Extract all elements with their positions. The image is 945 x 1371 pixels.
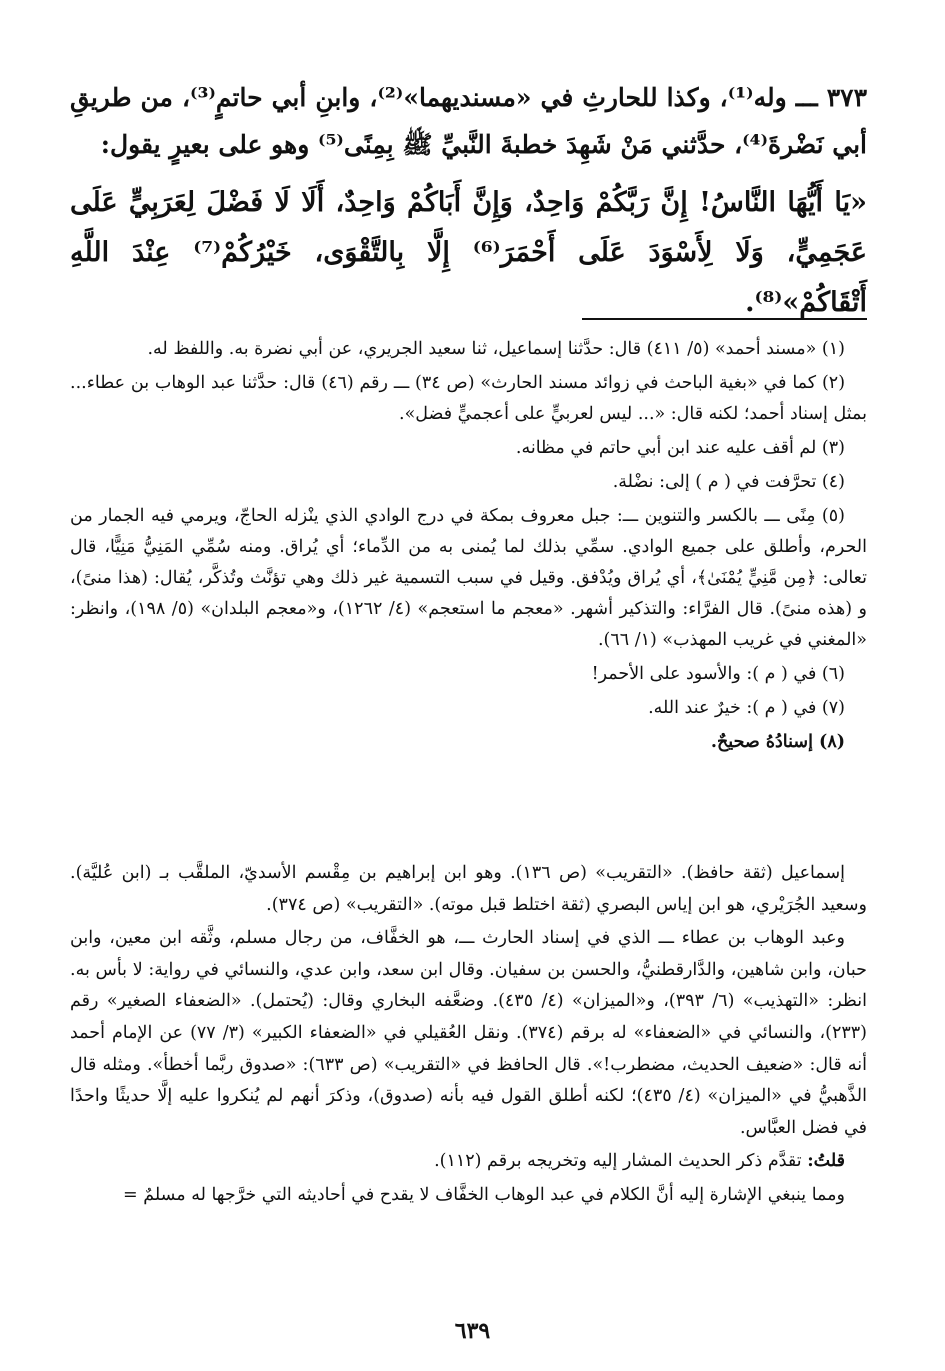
hadith-entry-intro: ٣٧٣ ـــ وله⁽¹⁾، وكذا للحارثِ في «مسنديهما»⁽²⁾، وابنِ أبي حاتمٍ⁽³⁾، من طريقِ أبي نَضْرةَ⁽⁴⁾، حدَّثني مَنْ شَهِدَ خطبةَ النَّبيِّ ﷺ بِمِنًى⁽⁵⁾ وهو على بعيرٍ يقول:: [70, 83, 868, 159]
footnote-6: (٦) في ( م ): والأسود على الأحمر!: [591, 664, 845, 684]
commentary-paragraph-4: ومما ينبغي الإشارة إليه أنَّ الكلام في عبد الوهاب الخفَّاف لا يقدح في أحاديثه التي خرَّجها له مسلمٌ =: [122, 1184, 845, 1205]
footnote-7: (٧) في ( م ): خيرٌ عند الله.: [648, 698, 845, 718]
footnote-5: (٥) مِنًى ـــ بالكسر والتنوين ـــ: جبل معروف بمكة في درج الوادي الذي ينْزله الحاجّ، ويرمي فيه الجمار من الحرم، وأطلق على جميع الوادي. سمِّي بذلك لما يُمنى به من الدِّماء؛ أي يُراق. ومنه سُمِّي المَنِيُّ مَنِيًّا، قال تعالى: ﴿مِن مَّنِيٍّ يُمْنَىٰ﴾، أي يُراق ويُدْفق. وقيل في سبب التسمية غير ذلك وهي تؤنَّث وتُذكَّر، يُقال: (هذا منىً)، و (هذه منىً). قال الفرَّاء: والتذكير أشهر. «معجم ما استعجم» (٤/ ١٢٦٢)، و«معجم البلدان» (٥/ ١٩٨)، وانظر: «المغني في غريب المهذب» (١/ ٦٦).: [70, 506, 868, 650]
isnad-commentary: [70, 858, 867, 1214]
page-number: ٦٣٩: [454, 1318, 491, 1344]
commentary-paragraph-3: [70, 1146, 867, 1178]
commentary-paragraph-1: إسماعيل (ثقة حافظ). «التقريب» (ص ١٣٦). وهو ابن إبراهيم بن مِقْسم الأسديّ، الملقَّب بـ (ابن عُليَّة). وسعيد الجُرَيْري، هو ابن إياس البصري (ثقة اختلط قبل موته). «التقريب» (ص ٣٧٤).: [70, 863, 867, 915]
hadith-text: «يَا أَيُّهَا النَّاسُ! إِنَّ رَبَّكُمْ وَاحِدٌ، وَإِنَّ أَبَاكُمْ وَاحِدٌ، أَلَا لَا فَضْلَ لِعَرَبِيٍّ عَلَى عَجَمِيٍّ، وَلَا لِأَسْوَدَ عَلَى أَحْمَرَ⁽⁶⁾ إِلَّا بِالتَّقْوَى، خَيْرُكُمْ⁽⁷⁾ عِنْدَ اللَّهِ أَتْقَاكُمْ»⁽⁸⁾.: [70, 187, 868, 318]
footnote-1: (١) «مسند أحمد» (٥/ ٤١١) قال: حدَّثنا إسماعيل، ثنا سعيد الجريري، عن أبي نضرة به. واللفظ له.: [147, 339, 845, 359]
footnotes: [70, 334, 867, 761]
commentary-lead: قلتُ:: [807, 1151, 845, 1172]
main-text: [70, 74, 867, 328]
footnote-separator: [582, 318, 867, 320]
footnote-8: (٨) إسنادُهُ صحيحٌ.: [710, 732, 845, 752]
commentary-paragraph-2: وعبد الوهاب بن عطاء ـــ الذي في إسناد الحارث ـــ، هو الخفَّاف، من رجال مسلم، وثَّقه ابن معين، وابن حبان، وابن شاهين، والدَّارقطنيُّ، والحسن بن سفيان. وقال ابن سعد، وابن عدي، والنسائي في رواية: لا بأس به. انظر: «التهذيب» (٦/ ٣٩٣)، و«الميزان» (٤/ ٤٣٥). وضعَّفه البخاري وقال: (يُحتمل). «الضعفاء الصغير» رقم (٢٣٣)، والنسائي في «الضعفاء» له برقم (٣٧٤). ونقل العُقيلي في «الضعفاء الكبير» (٣/ ٧٧) عن الإمام أحمد أنه قال: «ضعيف الحديث، مضطرب!». قال الحافظ في «التقريب» (ص ٦٣٣): «صدوق ربَّما أخطأ». ومثله قال الذَّهبيُّ في «الميزان» (٤/ ٤٣٥)؛ لكنه أطلق القول فيه بأنه (صدوق)، وذكرَ أنهم لم يُنكروا عليه إلَّا حديثًا واحدًا في فضل العبَّاس.: [70, 928, 868, 1138]
footnote-2: (٢) كما في «بغية الباحث في زوائد مسند الحارث» (ص ٣٤) ـــ رقم (٤٦) قال: حدَّثنا عبد الوهاب بن عطاء... بمثل إسناد أحمد؛ لكنه قال: «... ليس لعربيٍّ على أعجميٍّ فضل».: [70, 373, 867, 424]
footnote-4: (٤) تحرَّفت في ( م ) إلى: نضْلة.: [612, 472, 845, 492]
commentary-paragraph-3-text: تقدَّم ذكر الحديث المشار إليه وتخريجه برقم (١١٢).: [434, 1151, 802, 1172]
footnote-3: (٣) لم أقف عليه عند ابن أبي حاتم في مظانه.: [515, 438, 845, 458]
